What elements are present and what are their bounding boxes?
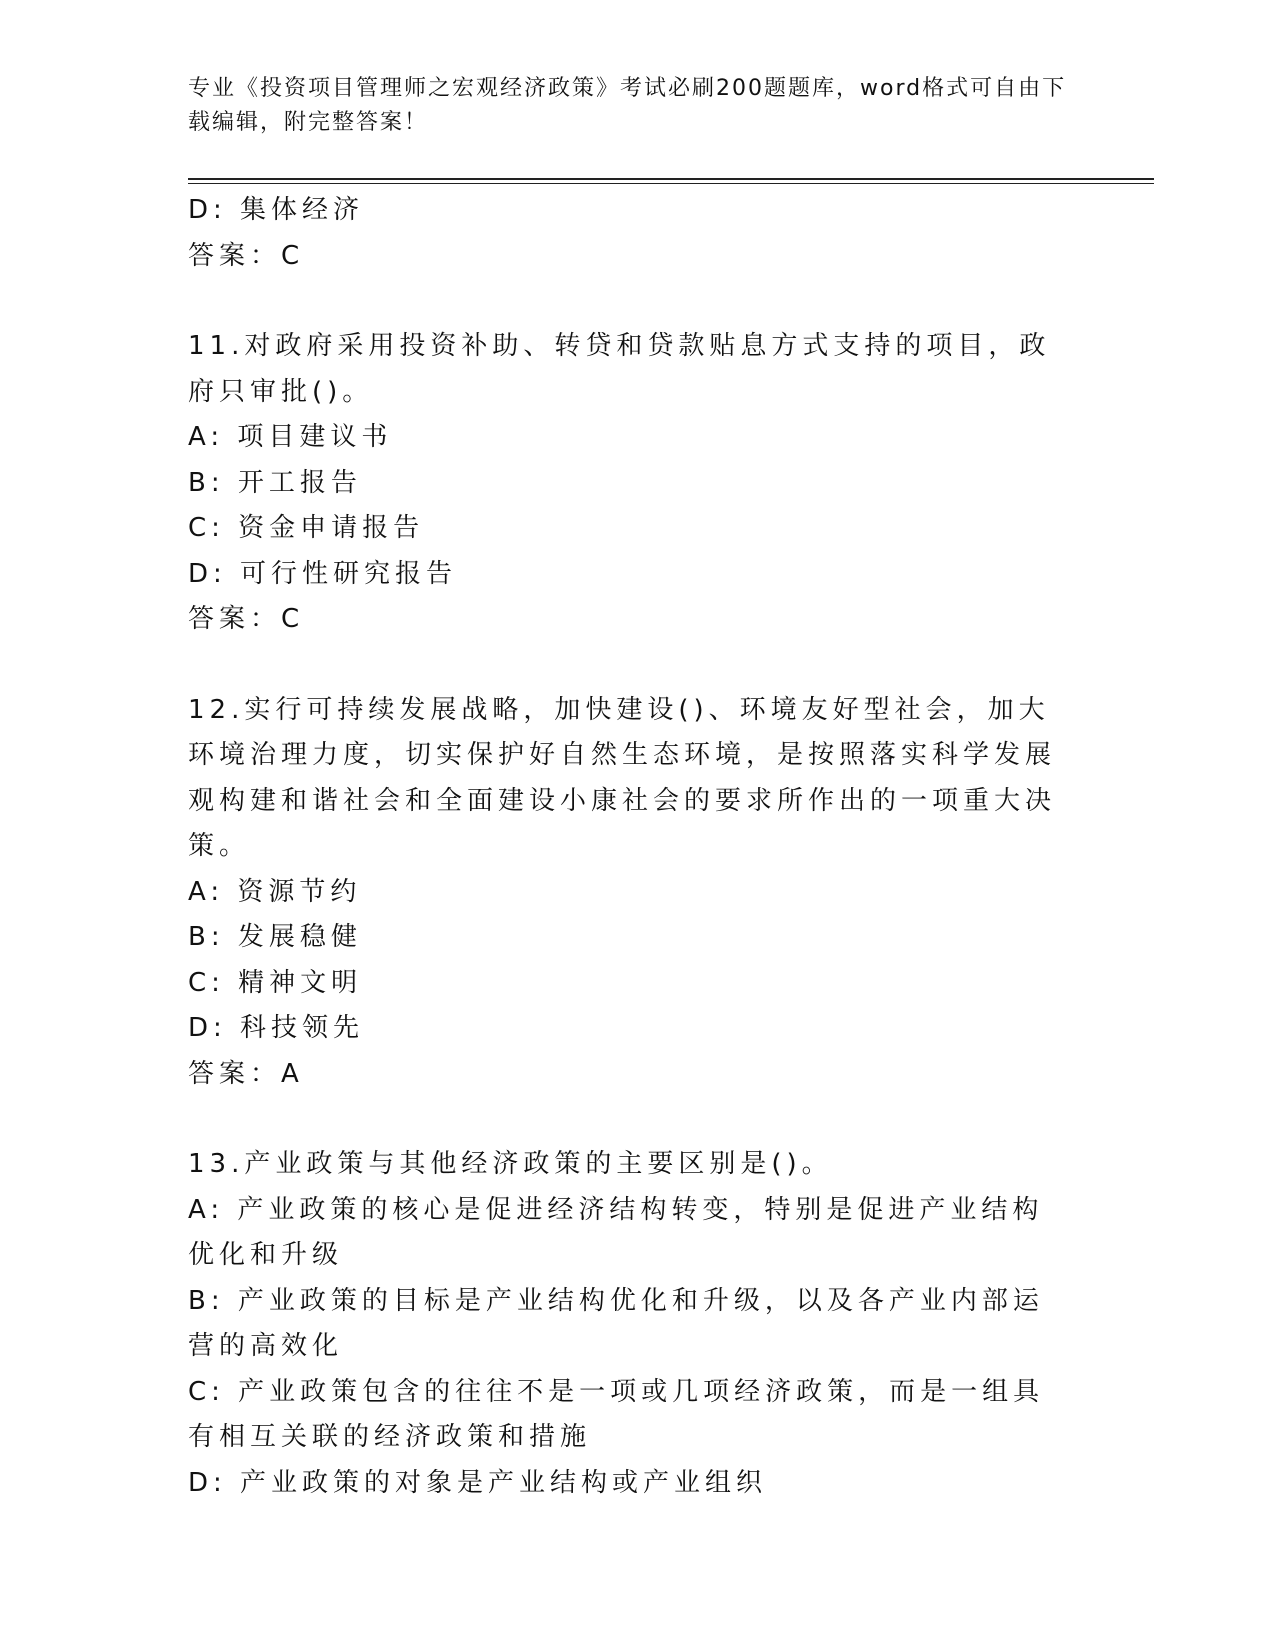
option-a: A: 资源节约 — [188, 876, 362, 907]
answer-line: 答案：A — [188, 1058, 304, 1089]
header-divider-thick — [188, 178, 1154, 180]
header-title: 专业《投资项目管理师之宏观经济政策》考试必刷200题题库，word格式可自由下载编辑，附完整答案！ — [188, 76, 1067, 135]
option-c: C: 资金申请报告 — [188, 513, 425, 543]
question-13 — [188, 1142, 1068, 1506]
header-divider-thin — [188, 183, 1154, 184]
previous-question-tail — [188, 188, 1068, 279]
option-d: D: 集体经济 — [188, 195, 365, 225]
question-text: 12.实行可持续发展战略，加快建设()、环境友好型社会，加大环境治理力度，切实保护好自然生态环境，是按照落实科学发展观构建和谐社会和全面建设小康社会的要求所作出的一项重大决策。 — [188, 694, 1057, 861]
question-text: 11.对政府采用投资补助、转贷和贷款贴息方式支持的项目，政府只审批()。 — [188, 331, 1051, 407]
question-text: 13.产业政策与其他经济政策的主要区别是()。 — [188, 1149, 833, 1179]
option-d: D: 可行性研究报告 — [188, 558, 458, 589]
option-d: D: 科技领先 — [188, 1013, 365, 1043]
question-12 — [188, 688, 1068, 1098]
option-d: D: 产业政策的对象是产业结构或产业组织 — [188, 1467, 768, 1498]
answer-line: 答案：C — [188, 240, 305, 271]
option-b: B: 发展稳健 — [188, 922, 362, 952]
option-c: C: 精神文明 — [188, 967, 363, 998]
option-b: B: 产业政策的目标是产业结构优化和升级，以及各产业内部运营的高效化 — [188, 1285, 1044, 1361]
answer-line: 答案：C — [188, 604, 305, 634]
document-header — [188, 72, 1068, 140]
option-a: A: 项目建议书 — [188, 422, 393, 452]
question-list — [188, 188, 1068, 1506]
option-a: A: 产业政策的核心是促进经济结构转变，特别是促进产业结构优化和升级 — [188, 1194, 1044, 1270]
option-b: B: 开工报告 — [188, 467, 362, 498]
option-c: C: 产业政策包含的往往不是一项或几项经济政策，而是一组具有相互关联的经济政策和措施 — [188, 1376, 1045, 1452]
question-11 — [188, 324, 1068, 643]
